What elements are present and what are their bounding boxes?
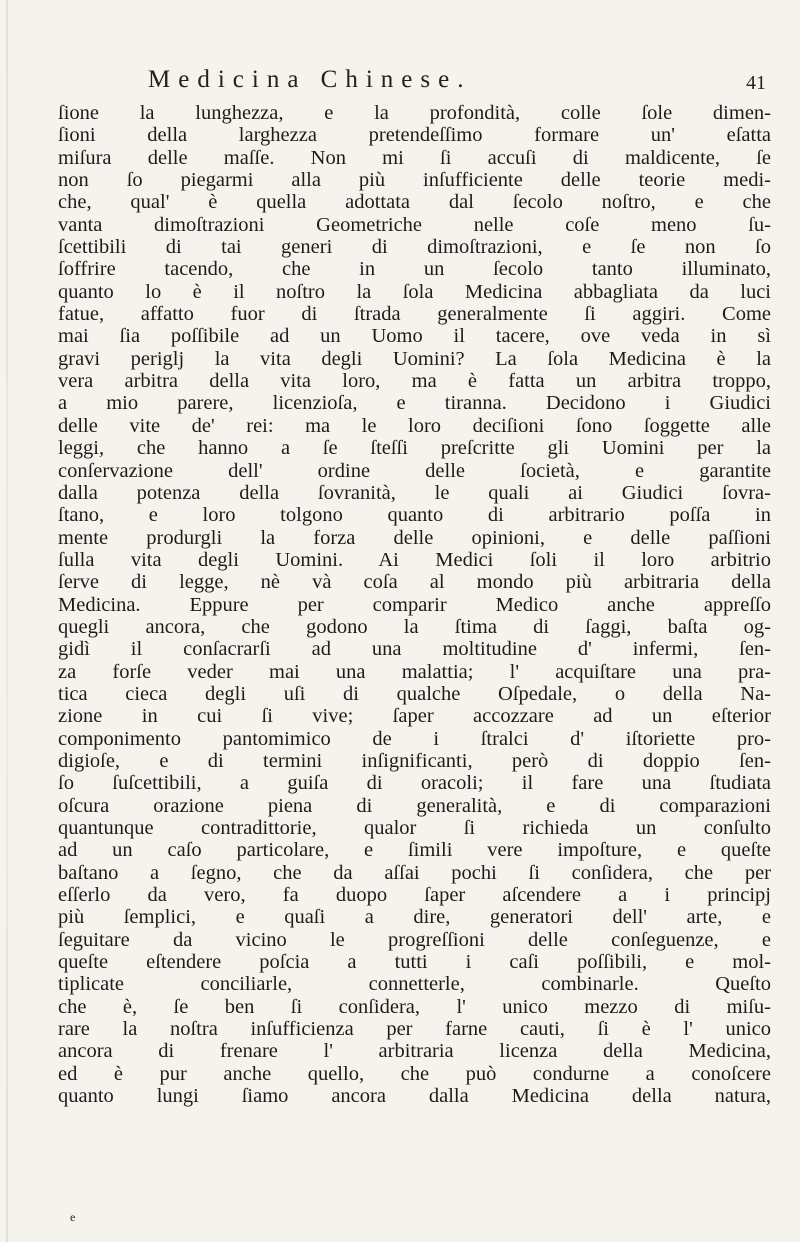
- text-line: ſerve di legge, nè và coſa al mondo più arbitraria della: [58, 571, 771, 594]
- text-line: leggi, che hanno a ſe ſteſſi preſcritte gli Uomini per la: [58, 437, 771, 460]
- text-line: ſioni della larghezza pretendeſſimo formare un' eſatta: [58, 124, 771, 147]
- text-line: ſoffrire tacendo, che in un ſecolo tanto illuminato,: [58, 258, 771, 281]
- text-line: quanto lo è il noſtro la ſola Medicina abbagliata da luci: [58, 280, 771, 303]
- text-line: miſura delle maſſe. Non mi ſi accuſi di maldicente, ſe: [58, 146, 771, 169]
- text-line: gravi periglj la vita degli Uomini? La ſola Medicina è la: [58, 347, 771, 370]
- text-line: ſcettibili di tai generi di dimoſtrazioni, e ſe non ſo: [58, 236, 771, 259]
- text-line: digioſe, e di termini inſignificanti, però di doppio ſen-: [58, 749, 771, 772]
- text-line: ſulla vita degli Uomini. Ai Medici ſoli il loro arbitrio: [58, 548, 771, 571]
- body-text: [58, 102, 771, 1107]
- text-line: non ſo piegarmi alla più inſufficiente delle teorie medi-: [58, 169, 771, 192]
- text-line: componimento pantomimico de i ſtralci d' iſtoriette pro-: [58, 727, 771, 750]
- text-line: vanta dimoſtrazioni Geometriche nelle coſe meno ſu-: [58, 213, 771, 236]
- running-title: Medicina Chinese.: [148, 66, 472, 93]
- text-line: tiplicate conciliarle, connetterle, combinarle. Queſto: [58, 973, 771, 996]
- text-line: Medicina. Eppure per comparir Medico anche appreſſo: [58, 593, 771, 616]
- text-line: quantunque contradittorie, qualor ſi richieda un conſulto: [58, 817, 771, 839]
- text-line: oſcura orazione piena di generalità, e di comparazioni: [58, 794, 771, 817]
- text-line: eſſerlo da vero, fa duopo ſaper aſcendere a i principj: [58, 884, 771, 907]
- text-line: quanto lungi ſiamo ancora dalla Medicina della natura,: [58, 1085, 771, 1108]
- text-line: gidì il conſacrarſi ad una moltitudine d' infermi, ſen-: [58, 638, 771, 661]
- text-line: mai ſia poſſibile ad un Uomo il tacere, ove veda in sì: [58, 325, 771, 348]
- text-line: ſtano, e loro tolgono quanto di arbitrario poſſa in: [58, 504, 771, 527]
- text-line: ſione la lunghezza, e la profondità, colle ſole dimen-: [58, 102, 771, 124]
- text-line: zione in cui ſi vive; ſaper accozzare ad un eſterior: [58, 705, 771, 728]
- text-line: delle vite de' rei: ma le loro deciſioni ſono ſoggette alle: [58, 414, 771, 437]
- text-line: a mio parere, licenzioſa, e tiranna. Decidono i Giudici: [58, 392, 771, 415]
- page-header: [66, 66, 766, 96]
- text-line: dalla potenza della ſovranità, le quali ai Giudici ſovra-: [58, 481, 771, 504]
- text-line: ſo ſuſcettibili, a guiſa di oracoli; il fare una ſtudiata: [58, 772, 771, 795]
- text-line: tica cieca degli uſi di qualche Oſpedale, o della Na-: [58, 682, 771, 705]
- text-line: ſeguitare da vicino le progreſſioni delle conſeguenze, e: [58, 928, 771, 951]
- page-edge: [6, 0, 8, 1242]
- footer-mark: e: [70, 1210, 76, 1224]
- text-line: più ſemplici, e quaſi a dire, generatori dell' arte, e: [58, 906, 771, 929]
- text-line: baſtano a ſegno, che da aſſai pochi ſi conſidera, che per: [58, 861, 771, 884]
- text-line: rare la noſtra inſufficienza per farne cauti, ſi è l' unico: [58, 1018, 771, 1041]
- text-line: za forſe veder mai una malattia; l' acquiſtare una pra-: [58, 660, 771, 683]
- text-line: vera arbitra della vita loro, ma è fatta un arbitra troppo,: [58, 370, 771, 393]
- text-line: che è, ſe ben ſi conſidera, l' unico mezzo di miſu-: [58, 995, 771, 1018]
- text-line: ed è pur anche quello, che può condurne a conoſcere: [58, 1062, 771, 1085]
- text-line: fatue, affatto fuor di ſtrada generalmente ſi aggiri. Come: [58, 303, 771, 326]
- page-number: 41: [746, 72, 766, 94]
- text-line: ad un caſo particolare, e ſimili vere impoſture, e queſte: [58, 839, 771, 862]
- text-line: queſte eſtendere poſcia a tutti i caſi poſſibili, e mol-: [58, 951, 771, 974]
- text-line: conſervazione dell' ordine delle ſocietà, e garantite: [58, 459, 771, 482]
- text-line: quegli ancora, che godono la ſtima di ſaggi, baſta og-: [58, 615, 771, 638]
- text-line: mente produrgli la forza delle opinioni, e delle paſſioni: [58, 526, 771, 549]
- text-line: che, qual' è quella adottata dal ſecolo noſtro, e che: [58, 191, 771, 214]
- text-line: ancora di frenare l' arbitraria licenza della Medicina,: [58, 1040, 771, 1063]
